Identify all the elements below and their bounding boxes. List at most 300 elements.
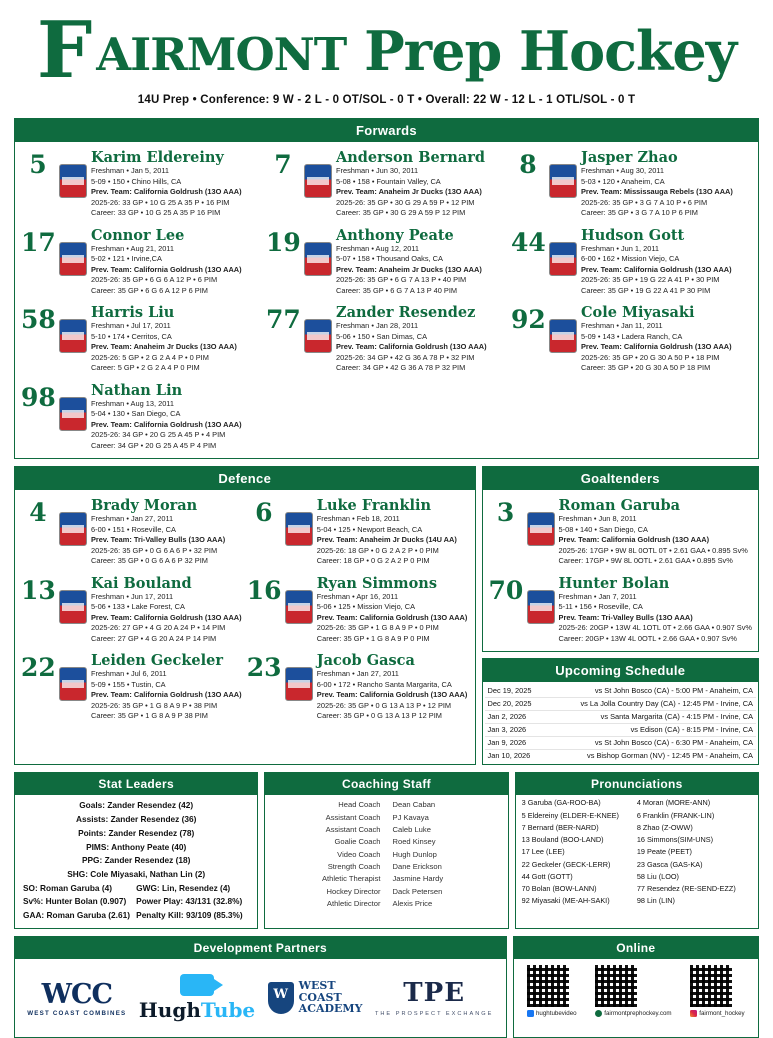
player-career-stats: Career: 35 GP • 6 G 7 A 13 P 40 PIM <box>336 285 458 295</box>
stat-leader-item: SHG: Cole Miyasaki, Nathan Lin (2) <box>67 868 206 879</box>
prev-team-logo-icon <box>285 590 313 624</box>
schedule-matchup: vs Santa Margarita (CA) - 4:15 PM - Irvine, CA <box>600 712 753 722</box>
online-label: fairmontprephockey.com <box>604 1009 672 1017</box>
online-header: Online <box>514 937 758 959</box>
player-class-dob: Freshman • Aug 30, 2011 <box>581 166 664 176</box>
staff-name: Jasmine Hardy <box>392 874 444 884</box>
player-career-stats: Career: 18 GP • 0 G 2 A 2 P 0 PIM <box>316 556 430 566</box>
schedule-row[interactable] <box>485 711 756 724</box>
pronunciation-item: 44 Gott (GOTT) <box>521 871 573 881</box>
player-card[interactable] <box>19 572 245 650</box>
prev-team-logo-icon <box>549 242 577 276</box>
schedule-panel <box>482 658 759 765</box>
qr-code-icon <box>690 965 732 1007</box>
jersey-number: 7 <box>274 150 292 180</box>
player-prev-team: Prev. Team: California Goldrush (13O AAA) <box>91 690 242 700</box>
stat-leader-item: Assists: Zander Resendez (36) <box>75 814 197 825</box>
player-bio: 5-07 • 158 • Thousand Oaks, CA <box>336 254 443 264</box>
prev-team-logo-icon <box>527 512 555 546</box>
player-card[interactable] <box>19 224 264 302</box>
player-class-dob: Freshman • Jun 1, 2011 <box>581 243 660 253</box>
staff-role: Athletic Therapist <box>321 874 381 884</box>
team-wordmark <box>14 5 759 96</box>
player-card[interactable] <box>19 146 264 224</box>
hughtube-word1: Hugh <box>138 997 201 1022</box>
staff-name: Hugh Dunlop <box>392 849 437 859</box>
staff-name: Alexis Price <box>392 898 433 908</box>
pronunciation-item: 17 Lee (LEE) <box>521 847 565 857</box>
stat-pair-left: SO: Roman Garuba (4) <box>23 882 112 893</box>
player-class-dob: Freshman • Jan 7, 2011 <box>558 591 637 601</box>
prev-team-logo-icon <box>304 242 332 276</box>
mid-section <box>14 466 759 765</box>
online-item[interactable] <box>690 965 744 1017</box>
staff-role: Assistant Coach <box>325 812 381 822</box>
wordmark-prep-hockey: Prep Hockey <box>364 19 737 84</box>
player-career-stats: Career: 5 GP • 2 G 2 A 4 P 0 PIM <box>91 363 200 373</box>
player-card[interactable] <box>19 649 245 727</box>
player-season-stats: 2025-26: 27 GP • 4 G 20 A 24 P • 14 PIM <box>91 623 226 633</box>
pronunciations-grid <box>516 795 758 909</box>
page-header <box>14 0 759 106</box>
stat-leaders-header: Stat Leaders <box>15 773 257 795</box>
player-career-stats: Career: 35 GP • 3 G 7 A 10 P 6 PIM <box>581 208 698 218</box>
player-class-dob: Freshman • Aug 12, 2011 <box>336 243 419 253</box>
player-career-stats: Career: 27 GP • 4 G 20 A 24 P 14 PIM <box>91 633 217 643</box>
staff-role: Strength Coach <box>327 861 381 871</box>
player-name: Luke Franklin <box>316 497 432 515</box>
player-career-stats: Career: 35 GP • 0 G 6 A 6 P 32 PIM <box>91 556 208 566</box>
player-name: Jacob Gasca <box>316 652 415 670</box>
player-career-stats: Career: 35 GP • 30 G 29 A 59 P 12 PIM <box>336 208 466 218</box>
player-name: Connor Lee <box>91 226 185 244</box>
player-bio: 5-04 • 125 • Newport Beach, CA <box>316 524 423 534</box>
staff-role: Assistant Coach <box>325 825 381 835</box>
player-card[interactable] <box>19 301 264 379</box>
schedule-header: Upcoming Schedule <box>483 659 758 682</box>
player-name: Jasper Zhao <box>581 149 678 167</box>
wordmark-fairmont: AIRMONT <box>96 28 347 82</box>
player-career-stats: Career: 20GP • 13W 4L 0OTL • 2.66 GAA • 0.907 Sv% <box>558 633 737 643</box>
website-icon <box>595 1010 602 1017</box>
defence-panel <box>14 466 476 765</box>
prev-team-logo-icon <box>59 242 87 276</box>
online-item[interactable] <box>527 965 577 1017</box>
player-season-stats: 2025-26: 34 GP • 20 G 25 A 45 P • 4 PIM <box>91 430 226 440</box>
player-card[interactable] <box>245 494 471 572</box>
prev-team-logo-icon <box>59 590 87 624</box>
player-bio: 5-09 • 155 • Tustin, CA <box>91 679 166 689</box>
stat-pair-right: Power Play: 43/131 (32.8%) <box>136 896 243 907</box>
pronunciation-item: 19 Peate (PEET) <box>636 847 692 857</box>
player-season-stats: 2025-26: 17GP • 9W 8L 0OTL 0T • 2.61 GAA • 0.895 Sv% <box>558 545 748 555</box>
player-prev-team: Prev. Team: California Goldrush (13O AAA) <box>316 612 468 622</box>
wcc-logo[interactable] <box>27 979 126 1017</box>
player-bio: 5-08 • 140 • San Diego, CA <box>558 524 648 534</box>
player-name: Leiden Geckeler <box>91 652 223 670</box>
forwards-panel <box>14 118 759 459</box>
player-season-stats: 2025-26: 5 GP • 2 G 2 A 4 P • 0 PIM <box>91 352 209 362</box>
schedule-date: Jan 10, 2026 <box>487 750 531 760</box>
player-season-stats: 2025-26: 35 GP • 1 G 8 A 9 P • 0 PIM <box>316 623 439 633</box>
pronunciation-item: 6 Franklin (FRANK-LIN) <box>636 810 715 820</box>
player-class-dob: Freshman • Jan 27, 2011 <box>91 514 174 524</box>
player-class-dob: Freshman • Jul 6, 2011 <box>91 669 167 679</box>
prev-team-logo-icon <box>285 667 313 701</box>
video-camera-icon <box>180 974 214 996</box>
player-prev-team: Prev. Team: Tri-Valley Bulls (13O AAA) <box>91 535 226 545</box>
pronunciation-column-left <box>522 797 637 907</box>
player-name: Ryan Simmons <box>316 574 438 592</box>
jersey-number: 6 <box>255 498 273 528</box>
prev-team-logo-icon <box>59 397 87 431</box>
player-season-stats: 2025-26: 18 GP • 0 G 2 A 2 P • 0 PIM <box>316 545 439 555</box>
player-class-dob: Freshman • Jun 30, 2011 <box>336 166 419 176</box>
player-career-stats: Career: 35 GP • 1 G 8 A 9 P 38 PIM <box>91 711 208 721</box>
staff-row <box>265 836 507 848</box>
player-prev-team: Prev. Team: Anaheim Jr Ducks (14U AA) <box>316 535 457 545</box>
defence-header: Defence <box>15 467 475 490</box>
jersey-number: 77 <box>266 305 301 335</box>
player-name: Roman Garuba <box>558 497 681 515</box>
stat-pair-row <box>19 895 253 909</box>
pronunciation-item: 7 Bernard (BER-NARD) <box>521 822 599 832</box>
player-card[interactable] <box>487 572 754 650</box>
player-name: Hunter Bolan <box>558 574 670 592</box>
player-name: Kai Bouland <box>91 574 192 592</box>
schedule-matchup: vs St John Bosco (CA) - 6:30 PM - Anaheim, CA <box>594 737 753 747</box>
info-section <box>14 772 759 928</box>
player-season-stats: 2025-26: 35 GP • 30 G 29 A 59 P • 12 PIM <box>336 197 475 207</box>
player-bio: 5-04 • 130 • San Diego, CA <box>91 409 181 419</box>
player-card[interactable] <box>19 379 264 457</box>
online-label: hughtubevideo <box>535 1009 577 1017</box>
pronunciation-item: 5 Eldereiny (ELDER-E-KNEE) <box>521 810 619 820</box>
schedule-date: Jan 9, 2026 <box>487 737 527 747</box>
jersey-number: 13 <box>21 575 56 605</box>
player-card[interactable] <box>19 494 245 572</box>
player-career-stats: Career: 35 GP • 20 G 30 A 50 P 18 PIM <box>581 363 711 373</box>
tpe-logo[interactable] <box>375 978 493 1017</box>
coaching-staff-header: Coaching Staff <box>265 773 507 795</box>
player-class-dob: Freshman • Jan 11, 2011 <box>581 321 663 331</box>
player-career-stats: Career: 35 GP • 0 G 13 A 13 P 12 PIM <box>316 711 442 721</box>
player-prev-team: Prev. Team: California Goldrush (13O AAA) <box>336 342 487 352</box>
pronunciation-item: 58 Liu (LOO) <box>636 871 679 881</box>
pronunciation-item: 22 Geckeler (GECK-LERR) <box>521 859 611 869</box>
player-card[interactable] <box>509 301 754 379</box>
player-season-stats: 2025-26: 35 GP • 19 G 22 A 41 P • 30 PIM <box>581 275 720 285</box>
jersey-number: 19 <box>266 227 301 257</box>
player-bio: 5-11 • 156 • Roseville, CA <box>558 602 643 612</box>
schedule-date: Dec 20, 2025 <box>487 699 532 709</box>
player-card[interactable] <box>509 146 754 224</box>
staff-role: Head Coach <box>338 800 381 810</box>
jersey-number: 70 <box>488 575 524 605</box>
schedule-date: Jan 3, 2026 <box>487 724 527 734</box>
player-season-stats: 2025-26: 35 GP • 0 G 13 A 13 P • 12 PIM <box>316 700 452 710</box>
hughtube-logo[interactable] <box>139 974 255 1022</box>
player-bio: 6-00 • 151 • Roseville, CA <box>91 524 176 534</box>
jersey-number: 98 <box>21 382 56 412</box>
player-class-dob: Freshman • Jun 17, 2011 <box>91 591 174 601</box>
player-career-stats: Career: 35 GP • 1 G 8 A 9 P 0 PIM <box>316 633 430 643</box>
online-item[interactable] <box>595 965 671 1017</box>
online-label: fairmont_hockey <box>699 1009 745 1017</box>
schedule-row[interactable] <box>485 685 756 698</box>
player-prev-team: Prev. Team: Anaheim Jr Ducks (13O AAA) <box>336 187 482 197</box>
schedule-row[interactable] <box>485 737 756 750</box>
player-bio: 5-06 • 125 • Mission Viejo, CA <box>316 602 416 612</box>
player-bio: 5-02 • 121 • Irvine,CA <box>91 254 162 264</box>
player-name: Nathan Lin <box>91 381 183 399</box>
pronunciation-item: 8 Zhao (Z-OWW) <box>636 822 693 832</box>
jersey-number: 92 <box>511 305 546 335</box>
player-name: Harris Liu <box>91 304 175 322</box>
jersey-number: 22 <box>21 653 56 683</box>
online-panel <box>513 936 759 1038</box>
wca-line3: ACADEMY <box>298 1002 363 1016</box>
player-bio: 5-03 • 120 • Anaheim, CA <box>581 176 665 186</box>
player-class-dob: Freshman • Jan 27, 2011 <box>316 669 399 679</box>
staff-role: Goalie Coach <box>334 837 381 847</box>
coaching-staff-panel <box>264 772 508 928</box>
wca-line1: WEST <box>298 979 336 993</box>
player-class-dob: Freshman • Apr 16, 2011 <box>316 591 399 601</box>
player-bio: 5-10 • 174 • Cerritos, CA <box>91 331 172 341</box>
stat-pair-row <box>19 909 253 923</box>
stat-leader-item: Points: Zander Resendez (78) <box>78 827 195 838</box>
pronunciation-item: 98 Lin (LIN) <box>636 896 675 906</box>
staff-row <box>265 799 507 811</box>
partners-panel <box>14 936 507 1038</box>
player-name: Hudson Gott <box>581 226 685 244</box>
player-card[interactable] <box>264 146 509 224</box>
stat-pair-left: GAA: Roman Garuba (2.61) <box>23 909 130 920</box>
forwards-header: Forwards <box>15 119 758 142</box>
stat-pair-right: Penalty Kill: 93/109 (85.3%) <box>136 909 243 920</box>
player-career-stats: Career: 35 GP • 6 G 6 A 12 P 6 PIM <box>91 285 208 295</box>
player-class-dob: Freshman • Jun 8, 2011 <box>558 514 637 524</box>
prev-team-logo-icon <box>527 590 555 624</box>
schedule-row[interactable] <box>485 724 756 737</box>
jersey-number: 8 <box>519 150 537 180</box>
player-class-dob: Freshman • Aug 13, 2011 <box>91 398 174 408</box>
fairmont-f-logo: F <box>36 5 91 96</box>
player-career-stats: Career: 33 GP • 10 G 25 A 35 P 16 PIM <box>91 208 221 218</box>
player-name: Brady Moran <box>91 497 198 515</box>
stat-leaders-panel <box>14 772 258 928</box>
player-bio: 5-06 • 150 • San Dimas, CA <box>336 331 428 341</box>
player-season-stats: 2025-26: 35 GP • 20 G 30 A 50 P • 18 PIM <box>581 352 720 362</box>
player-prev-team: Prev. Team: California Goldrush (13O AAA) <box>91 264 242 274</box>
player-name: Cole Miyasaki <box>581 304 695 322</box>
staff-role: Athletic Director <box>326 898 381 908</box>
jersey-number: 44 <box>511 227 546 257</box>
schedule-row[interactable] <box>485 750 756 762</box>
player-card[interactable] <box>509 224 754 302</box>
player-class-dob: Freshman • Aug 21, 2011 <box>91 243 174 253</box>
schedule-date: Dec 19, 2025 <box>487 686 532 696</box>
player-prev-team: Prev. Team: California Goldrush (13O AAA) <box>91 419 242 429</box>
pronunciation-item: 4 Moran (MORE-ANN) <box>636 798 711 808</box>
player-bio: 6-00 • 162 • Mission Viejo, CA <box>581 254 680 264</box>
goaltenders-panel <box>482 466 759 652</box>
pronunciations-header: Pronunciations <box>516 773 758 795</box>
staff-name: Dack Petersen <box>392 886 443 896</box>
wcc-tagline: WEST COAST COMBINES <box>27 1009 127 1017</box>
staff-row <box>265 861 507 873</box>
schedule-matchup: vs Bishop Gorman (NV) - 12:45 PM - Anaheim, CA <box>587 750 753 760</box>
hughtube-wordmark <box>139 998 255 1022</box>
player-season-stats: 2025-26: 33 GP • 10 G 25 A 35 P • 16 PIM <box>91 197 230 207</box>
goaltenders-header: Goaltenders <box>483 467 758 490</box>
pronunciation-item: 16 Simmons(SIM-UNS) <box>636 835 714 845</box>
pronunciation-item: 3 Garuba (GA-ROO-BA) <box>521 798 601 808</box>
pronunciation-item: 92 Miyasaki (ME-AH-SAKI) <box>521 896 610 906</box>
staff-name: PJ Kavaya <box>392 812 429 822</box>
stat-pair-left: Sv%: Hunter Bolan (0.907) <box>23 896 127 907</box>
stat-pair-row <box>19 882 253 896</box>
wcc-wordmark: WCC <box>41 978 112 1010</box>
player-prev-team: Prev. Team: California Goldrush (13O AAA) <box>581 342 732 352</box>
player-prev-team: Prev. Team: California Goldrush (13O AAA) <box>91 612 242 622</box>
staff-role: Video Coach <box>337 849 381 859</box>
west-coast-academy-logo[interactable] <box>268 980 363 1015</box>
staff-row <box>265 886 507 898</box>
player-card[interactable] <box>264 301 509 379</box>
tpe-tagline: THE PROSPECT EXCHANGE <box>374 1011 494 1018</box>
online-links <box>514 959 758 1021</box>
defence-grid <box>19 494 471 727</box>
player-prev-team: Prev. Team: California Goldrush (13O AAA) <box>316 690 468 700</box>
player-name: Anderson Bernard <box>336 149 486 167</box>
jersey-number: 3 <box>496 498 515 528</box>
schedule-matchup: vs Edison (CA) - 8:15 PM - Irvine, CA <box>630 724 753 734</box>
player-bio: 6-00 • 172 • Rancho Santa Margarita, CA <box>316 679 452 689</box>
qr-code-icon <box>527 965 569 1007</box>
player-career-stats: Career: 34 GP • 42 G 36 A 78 P 32 PIM <box>336 363 466 373</box>
jersey-number: 16 <box>246 575 282 605</box>
player-prev-team: Prev. Team: Anaheim Jr Ducks (13O AAA) <box>91 342 237 352</box>
jersey-number: 23 <box>246 653 282 683</box>
instagram-icon <box>690 1010 697 1017</box>
wca-wordmark <box>299 980 363 1015</box>
player-prev-team: Prev. Team: Anaheim Jr Ducks (13O AAA) <box>336 264 482 274</box>
prev-team-logo-icon <box>304 319 332 353</box>
forwards-grid <box>19 146 754 456</box>
stat-pair-right: GWG: Lin, Resendez (4) <box>136 882 231 893</box>
staff-name: Roed Kinsey <box>392 837 436 847</box>
staff-role: Hockey Director <box>326 886 381 896</box>
prev-team-logo-icon <box>549 319 577 353</box>
pronunciation-item: 70 Bolan (BOW-LANN) <box>521 884 597 894</box>
jersey-number: 5 <box>29 150 47 180</box>
schedule-date: Jan 2, 2026 <box>487 712 527 722</box>
schedule-row[interactable] <box>485 698 756 711</box>
prev-team-logo-icon <box>59 512 87 546</box>
staff-name: Caleb Luke <box>392 825 431 835</box>
wca-line2: COAST <box>298 990 342 1004</box>
player-name: Anthony Peate <box>336 226 454 244</box>
staff-row <box>265 898 507 910</box>
player-season-stats: 2025-26: 34 GP • 42 G 36 A 78 P • 32 PIM <box>336 352 475 362</box>
hughtube-word2: Tube <box>200 997 256 1022</box>
player-prev-team: Prev. Team: California Goldrush (13O AAA) <box>558 535 710 545</box>
player-card[interactable] <box>487 494 754 572</box>
stat-leader-item: PPG: Zander Resendez (18) <box>81 855 191 866</box>
player-season-stats: 2025-26: 20GP • 13W 4L 1OTL 0T • 2.66 GAA • 0.907 Sv% <box>558 623 752 633</box>
player-bio: 5-06 • 133 • Lake Forest, CA <box>91 602 185 612</box>
player-card[interactable] <box>245 649 471 727</box>
player-bio: 5-09 • 150 • Chino Hills, CA <box>91 176 182 186</box>
player-card[interactable] <box>264 224 509 302</box>
staff-row <box>265 812 507 824</box>
jersey-number: 17 <box>21 227 56 257</box>
partners-header: Development Partners <box>15 937 506 959</box>
player-name: Zander Resendez <box>336 304 476 322</box>
stat-leader-item: PIMS: Anthony Peate (40) <box>86 841 187 852</box>
facebook-icon <box>527 1010 534 1017</box>
partners-logos <box>15 959 506 1037</box>
pronunciation-item: 23 Gasca (GAS-KA) <box>636 859 703 869</box>
player-season-stats: 2025-26: 35 GP • 1 G 8 A 9 P • 38 PIM <box>91 700 218 710</box>
goalies-schedule-column <box>482 466 759 765</box>
pronunciation-item: 13 Bouland (BOO-LAND) <box>521 835 604 845</box>
player-bio: 5-08 • 158 • Fountain Valley, CA <box>336 176 441 186</box>
player-season-stats: 2025-26: 35 GP • 0 G 6 A 6 P • 32 PIM <box>91 545 218 555</box>
prev-team-logo-icon <box>59 164 87 198</box>
tpe-wordmark: TPE <box>403 978 466 1009</box>
prev-team-logo-icon <box>59 667 87 701</box>
player-season-stats: 2025-26: 35 GP • 6 G 6 A 12 P • 6 PIM <box>91 275 218 285</box>
player-prev-team: Prev. Team: California Goldrush (13O AAA) <box>91 187 242 197</box>
qr-code-icon <box>595 965 637 1007</box>
player-class-dob: Freshman • Feb 18, 2011 <box>316 514 400 524</box>
player-season-stats: 2025-26: 35 GP • 3 G 7 A 10 P • 6 PIM <box>581 197 708 207</box>
player-career-stats: Career: 17GP • 9W 8L 0OTL • 2.61 GAA • 0.895 Sv% <box>558 556 733 566</box>
schedule-matchup: vs St John Bosco (CA) - 5:00 PM - Anaheim, CA <box>594 686 753 696</box>
prev-team-logo-icon <box>549 164 577 198</box>
staff-name: Dean Caban <box>392 800 436 810</box>
record-subheader: 14U Prep • Conference: 9 W - 2 L - 0 OT/SOL - 0 T • Overall: 22 W - 12 L - 1 OTL/SOL - 0 T <box>137 94 636 107</box>
pronunciation-column-right <box>637 797 752 907</box>
bottom-section <box>14 936 759 1038</box>
player-bio: 5-09 • 143 • Ladera Ranch, CA <box>581 331 683 341</box>
pronunciation-item: 77 Resendez (RE-SEND-EZZ) <box>636 884 736 894</box>
jersey-number: 58 <box>21 305 56 335</box>
page-title <box>96 19 737 84</box>
player-career-stats: Career: 34 GP • 20 G 25 A 45 P 4 PIM <box>91 440 217 450</box>
player-prev-team: Prev. Team: Tri-Valley Bulls (13O AAA) <box>558 612 693 622</box>
player-class-dob: Freshman • Jul 17, 2011 <box>91 321 171 331</box>
shield-icon <box>268 982 294 1014</box>
schedule-matchup: vs La Jolla Country Day (CA) - 12:45 PM - Irvine, CA <box>580 699 753 709</box>
player-card[interactable] <box>245 572 471 650</box>
stat-leader-item: Goals: Zander Resendez (42) <box>79 800 194 811</box>
player-class-dob: Freshman • Jan 28, 2011 <box>336 321 419 331</box>
player-career-stats: Career: 35 GP • 19 G 22 A 41 P 30 PIM <box>581 285 711 295</box>
player-name: Karim Eldereiny <box>91 149 224 167</box>
staff-name: Dane Erickson <box>392 861 442 871</box>
prev-team-logo-icon <box>304 164 332 198</box>
player-prev-team: Prev. Team: Mississauga Rebels (13O AAA) <box>581 187 733 197</box>
player-season-stats: 2025-26: 35 GP • 6 G 7 A 13 P • 40 PIM <box>336 275 467 285</box>
prev-team-logo-icon <box>59 319 87 353</box>
staff-row <box>265 824 507 836</box>
staff-row <box>265 873 507 885</box>
jersey-number: 4 <box>29 498 47 528</box>
